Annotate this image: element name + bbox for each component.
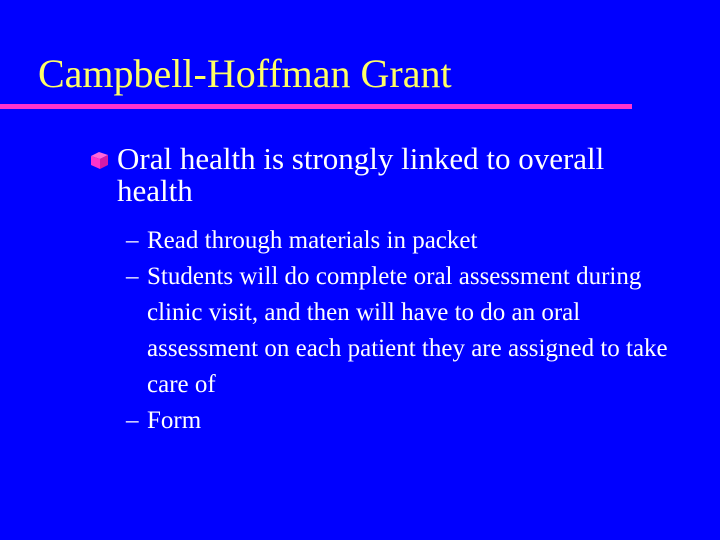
title-underline <box>0 104 632 109</box>
sub-bullet-item <box>126 259 687 403</box>
slide-content <box>87 143 687 439</box>
sub-bullet-item <box>126 223 687 259</box>
diamond-bullet-icon <box>87 147 112 172</box>
slide-title: Campbell-Hoffman Grant <box>38 51 452 96</box>
sub-bullet-text: Students will do complete oral assessment during clinic visit, and then will have to do an oral assessment on each patient they are assigned to take care of <box>147 263 668 398</box>
sub-bullet-text: Form <box>147 407 202 434</box>
sub-bullet-list <box>126 223 687 439</box>
dash-marker: – <box>126 263 139 290</box>
dash-marker: – <box>126 227 139 254</box>
main-bullet <box>87 143 687 207</box>
main-bullet-text: Oral health is strongly linked to overall health <box>117 141 605 208</box>
dash-marker: – <box>126 407 139 434</box>
sub-bullet-text: Read through materials in packet <box>147 227 478 254</box>
sub-bullet-item <box>126 403 687 439</box>
